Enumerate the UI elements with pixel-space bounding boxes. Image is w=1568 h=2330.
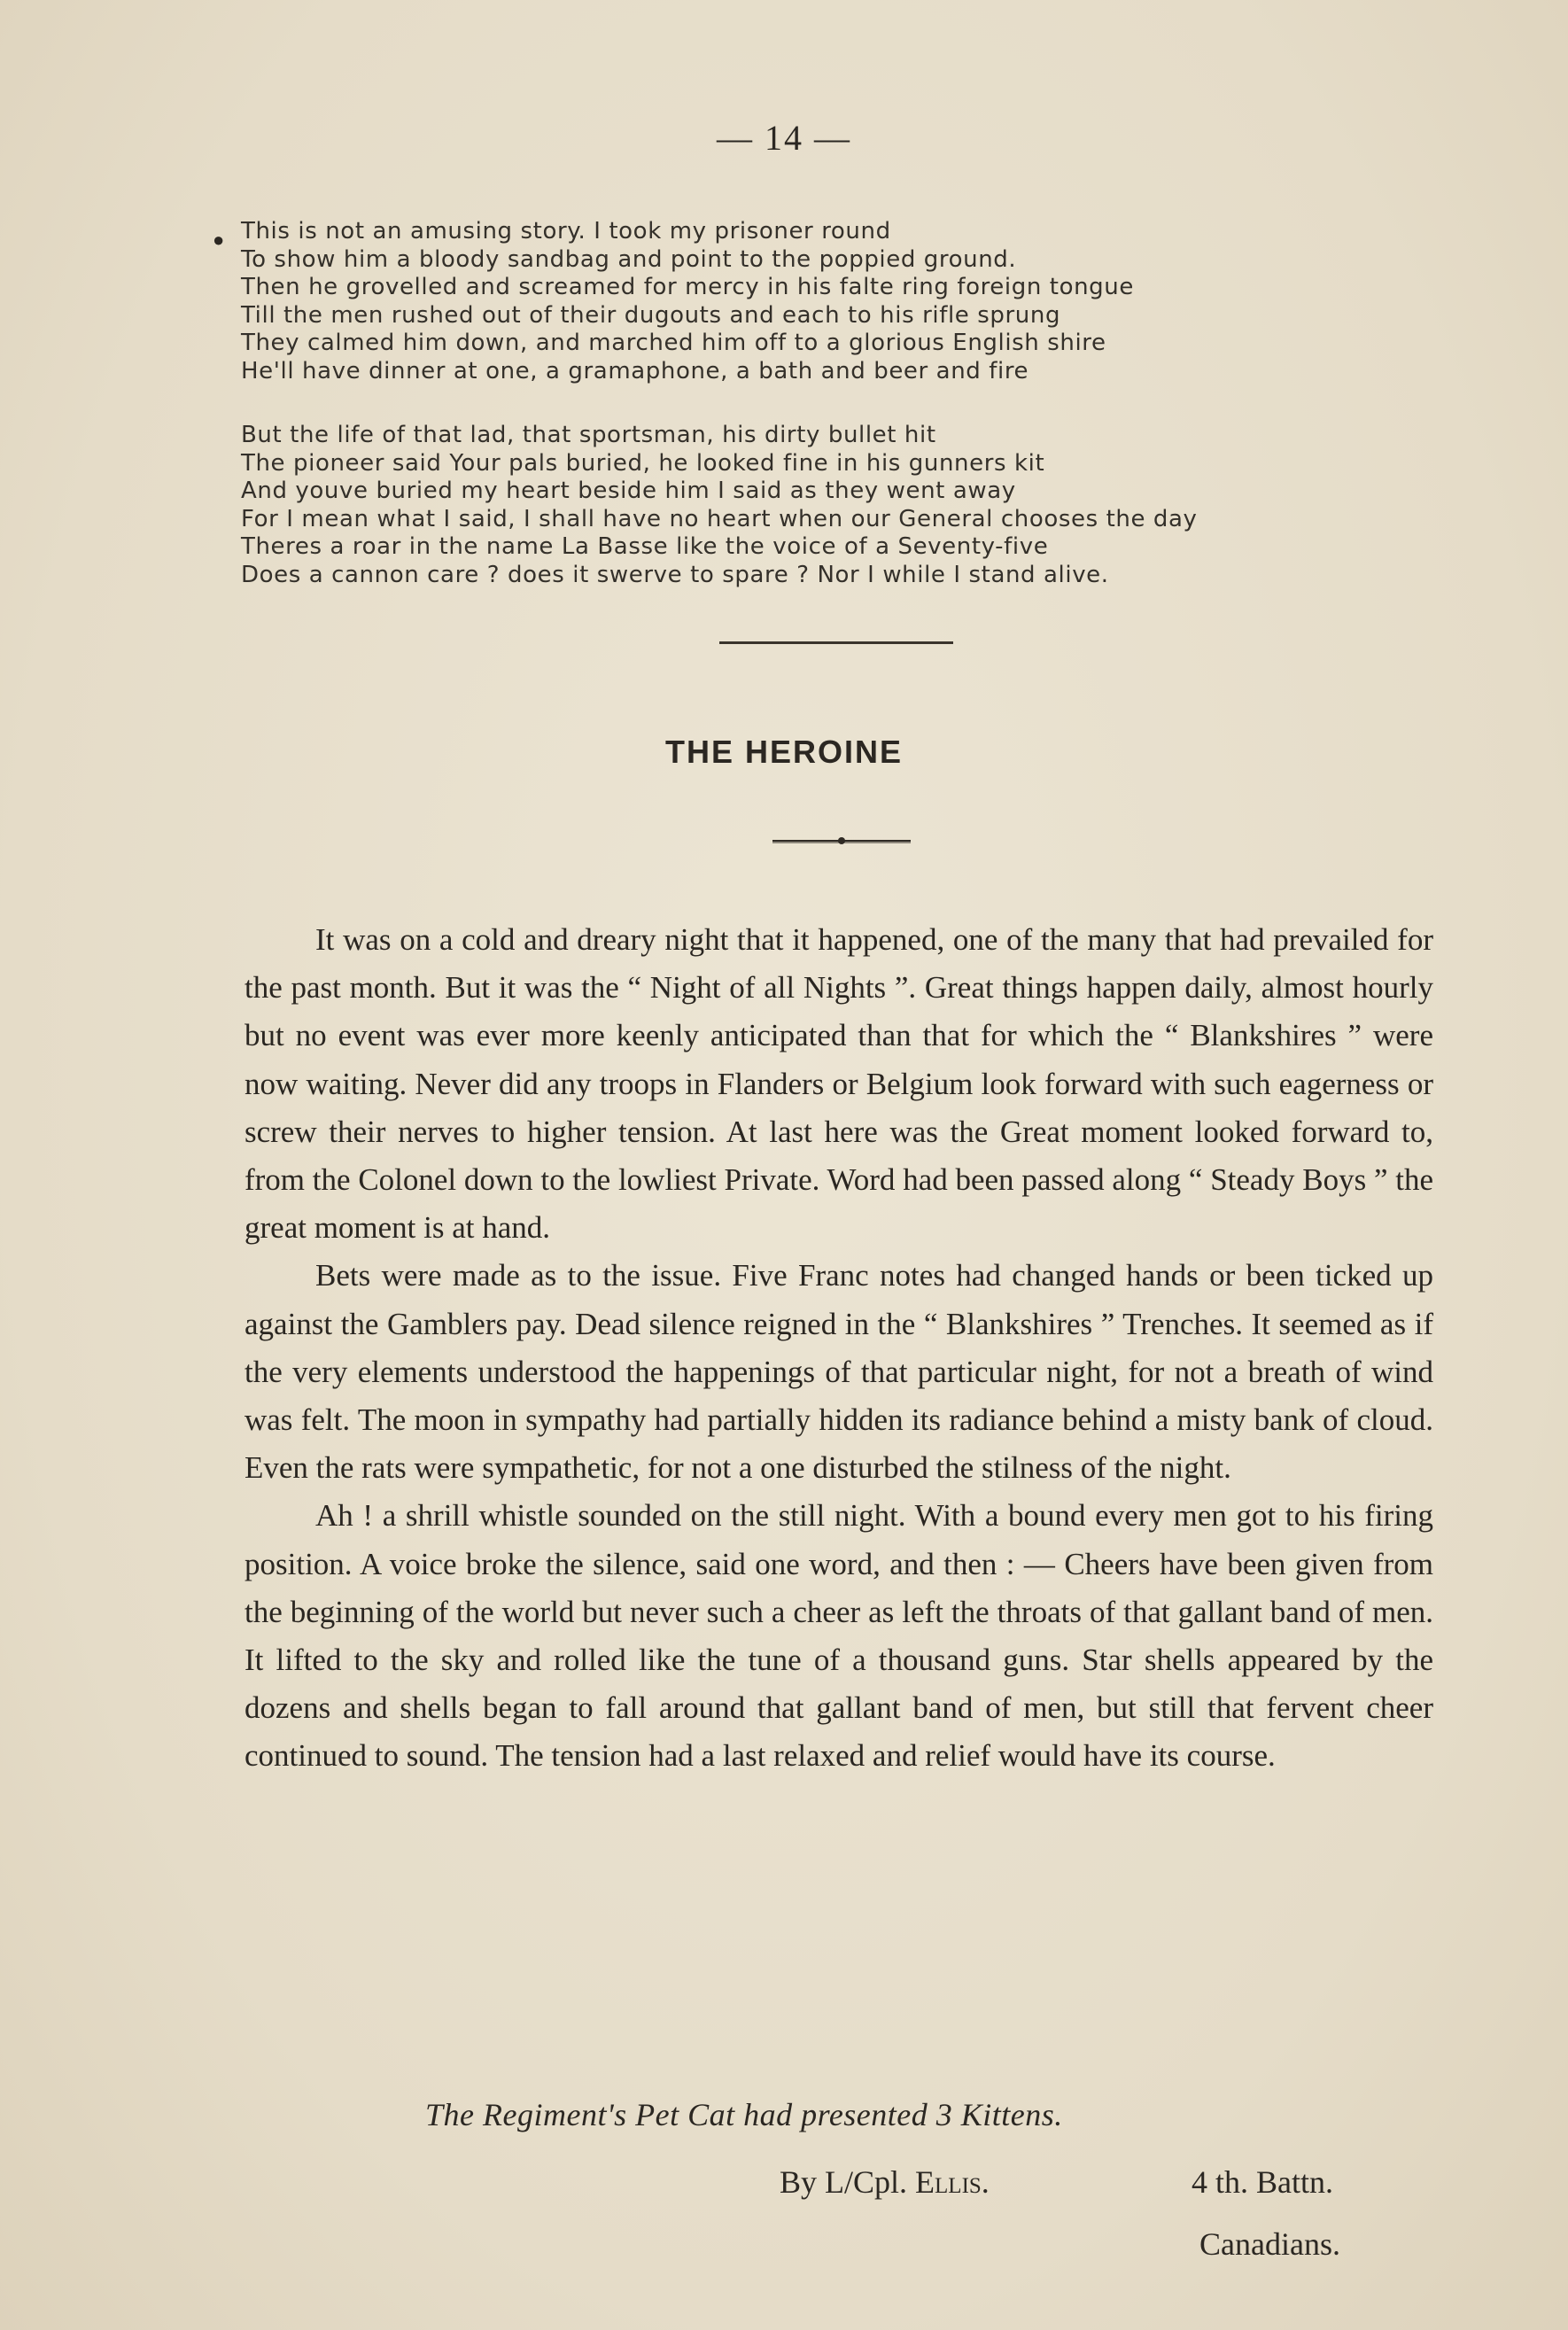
poem-stanza-1 xyxy=(241,218,1419,385)
poem-line: They calmed him down, and marched him off to a glorious English shire xyxy=(241,330,1106,356)
poem-line: Till the men rushed out of their dugouts and each to his rifle sprung xyxy=(241,301,1061,329)
poem-line: But the life of that lad, that sportsman, his dirty bullet hit xyxy=(241,422,936,448)
story-closing-line: The Regiment's Pet Cat had presented 3 Kittens. xyxy=(425,2097,1063,2132)
poem-line: This is not an amusing story. I took my prisoner round xyxy=(241,218,891,245)
byline-prefix: By L/Cpl. xyxy=(780,2164,908,2200)
story-title: THE HEROINE xyxy=(664,734,904,770)
author-byline xyxy=(780,2163,990,2201)
poem-line: Then he grovelled and screamed for mercy in his falte ring foreign tongue xyxy=(241,274,1134,300)
poem-line: Does a cannon care ? does it swerve to spare ? Nor I while I stand alive. xyxy=(241,561,1109,588)
story-paragraph: Ah ! a shrill whistle sounded on the still night. With a bound every men got to his firing position. A voice broke the silence, said one word, and then : — Cheers have been given from the beginning of the world but never such a cheer as left the throats of that gallant band of men. It lifted to the sky and rolled like the tune of a thousand guns. Star shells appeared by the dozens and shells began to fall around that gallant band of men, but still that fervent cheer continued to sound. The tension had a last relaxed and relief would have its course. xyxy=(245,1498,1433,1774)
poem-line: To show him a bloody sandbag and point to the poppied ground. xyxy=(241,245,1017,273)
title-ornament xyxy=(772,835,911,847)
story-paragraph: It was on a cold and dreary night that it happened, one of the many that had prevailed for the past month. But it was the “ Night of all Nights ”. Great things happen daily, almost hourly but no event was ever more keenly anticipated than that for which the “ Blankshires ” were now waiting. Never did any troops in Flanders or Belgium look forward with such eagerness or screw their nerves to higher tension. At last here was the Great moment looked forward to, from the Colonel down to the lowliest Private. Word had been passed along “ Steady Boys ” the great moment is at hand. xyxy=(245,922,1433,1246)
poem-line: And youve buried my heart beside him I said as they went away xyxy=(241,478,1016,504)
section-divider xyxy=(719,641,953,644)
poem-line: For I mean what I said, I shall have no heart when our General chooses the day xyxy=(241,505,1198,532)
stanza-bullet-mark: ● xyxy=(213,229,225,251)
story-body xyxy=(245,916,1433,1781)
page-number: — 14 — xyxy=(717,118,851,158)
story-paragraph: Bets were made as to the issue. Five Franc notes had changed hands or been ticked up against the Gamblers pay. Dead silence reigned in the “ Blankshires ” Trenches. It seemed as if the very elements understood the happenings of that particular night, for not a breath of wind was felt. The moon in sympathy had partially hidden its radiance behind a misty bank of cloud. Even the rats were sympathetic, for not a one disturbed the stilness of the night. xyxy=(245,1258,1433,1486)
poem-line: The pioneer said Your pals buried, he looked fine in his gunners kit xyxy=(241,449,1045,477)
poem-line: He'll have dinner at one, a gramaphone, a bath and beer and fire xyxy=(241,357,1029,384)
author-unit-battalion: 4 th. Battn. xyxy=(1192,2164,1333,2200)
author-name: Ellis. xyxy=(915,2164,990,2200)
poem-stanza-2 xyxy=(241,422,1419,589)
author-unit-regiment: Canadians. xyxy=(1199,2226,1340,2262)
poem-line: Theres a roar in the name La Basse like the voice of a Seventy-five xyxy=(241,533,1049,560)
